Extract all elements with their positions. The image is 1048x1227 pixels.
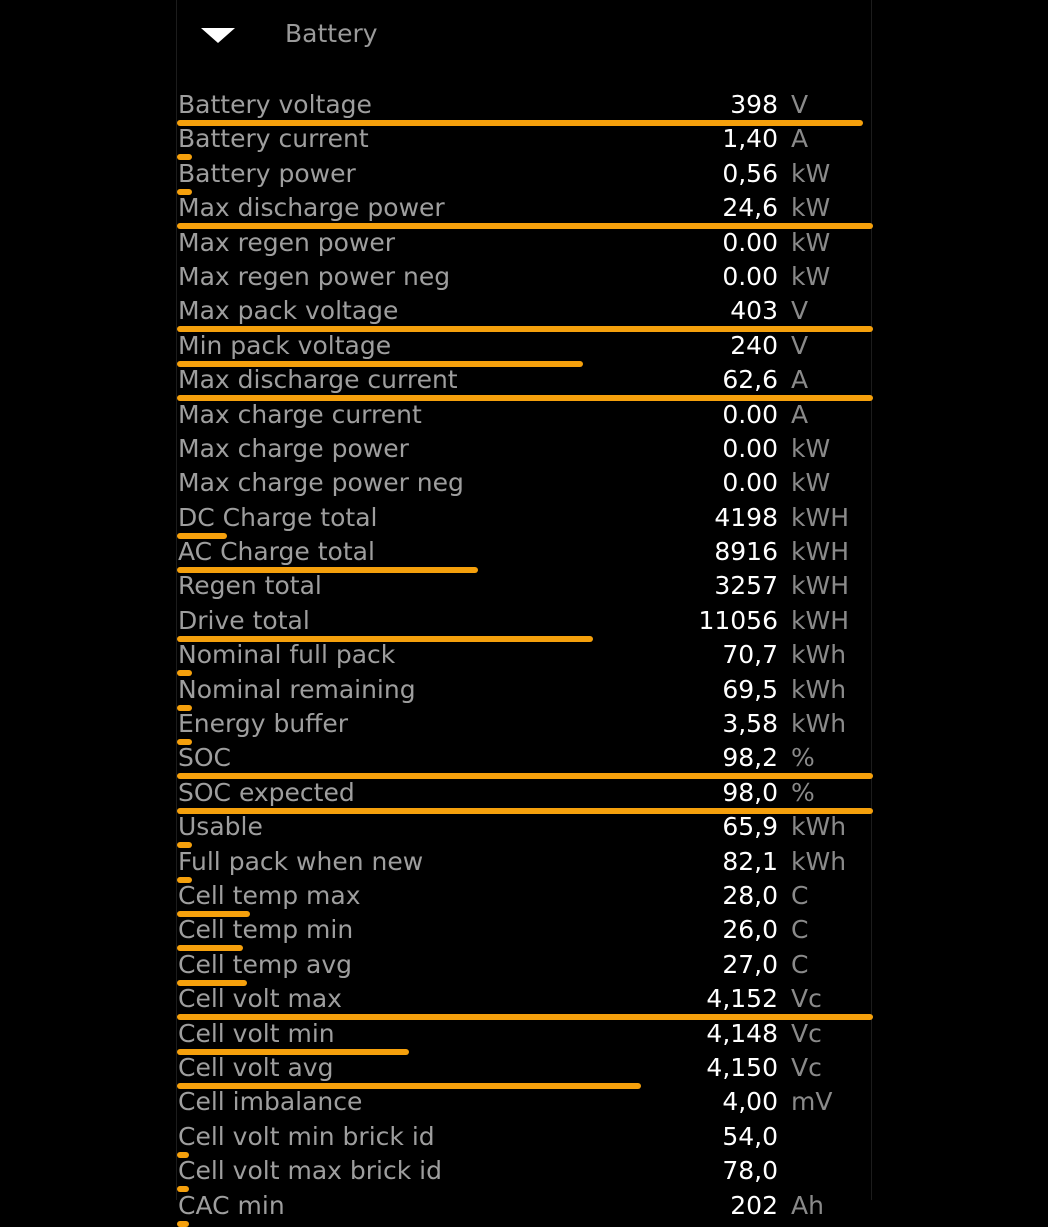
metric-row: [177, 913, 871, 947]
metric-unit: C: [791, 915, 809, 945]
metric-row: [177, 1051, 871, 1085]
metric-label: CAC min: [178, 1190, 285, 1220]
metric-label: SOC expected: [178, 777, 355, 807]
metric-unit: C: [791, 949, 809, 979]
metric-unit: C: [791, 880, 809, 910]
metric-unit: Vc: [791, 1052, 822, 1082]
metric-value: 0,56: [722, 158, 778, 188]
metric-label: Cell volt max: [178, 984, 342, 1014]
metric-label: Energy buffer: [178, 709, 349, 739]
metric-label: Full pack when new: [178, 846, 424, 876]
metric-label: Battery power: [178, 158, 356, 188]
metric-unit: V: [791, 90, 809, 119]
metric-unit: kW: [791, 158, 831, 188]
metric-unit: kWH: [791, 502, 849, 532]
metric-value: 0.00: [722, 468, 778, 498]
metric-label: Cell volt max brick id: [178, 1156, 442, 1186]
metric-unit: Vc: [791, 984, 822, 1014]
metric-value: 3257: [714, 571, 778, 601]
metric-row: [177, 466, 871, 500]
metric-label: Regen total: [178, 571, 322, 601]
metric-value: 240: [730, 330, 778, 360]
metric-level-bar: [177, 1221, 189, 1227]
metric-label: AC Charge total: [178, 537, 375, 567]
metric-label: Battery current: [178, 124, 369, 154]
metric-unit: mV: [791, 1087, 833, 1117]
metric-row: [177, 982, 871, 1016]
metric-value: 26,0: [722, 915, 778, 945]
metric-label: Nominal full pack: [178, 640, 396, 670]
metric-unit: Vc: [791, 1018, 822, 1048]
metric-unit: %: [791, 777, 815, 807]
metric-row: [177, 845, 871, 879]
metric-unit: kW: [791, 468, 831, 498]
metric-value: 398: [730, 90, 778, 119]
metric-row: [177, 810, 871, 844]
metric-row: [177, 1017, 871, 1051]
metric-unit: kW: [791, 261, 831, 291]
metric-value: 202: [730, 1190, 778, 1220]
metric-row: [177, 294, 871, 328]
metric-unit: kW: [791, 227, 831, 257]
metric-unit: kWH: [791, 571, 849, 601]
metric-value: 70,7: [722, 640, 778, 670]
metric-row: [177, 191, 871, 225]
metric-unit: kWh: [791, 640, 847, 670]
metric-row: [177, 673, 871, 707]
section-title: Battery: [285, 19, 378, 48]
metric-unit: kWh: [791, 709, 847, 739]
metric-unit: Ah: [791, 1190, 824, 1220]
metric-value: 28,0: [722, 880, 778, 910]
metric-unit: kWh: [791, 846, 847, 876]
metric-value: 0.00: [722, 433, 778, 463]
battery-panel: [176, 0, 872, 1220]
metric-row: [177, 501, 871, 535]
metric-label: DC Charge total: [178, 502, 378, 532]
metric-label: Usable: [178, 812, 263, 842]
metric-label: SOC: [178, 743, 232, 773]
metric-row: [177, 776, 871, 810]
metric-unit: A: [791, 399, 809, 429]
metric-row: [177, 1154, 871, 1188]
metric-value: 98,2: [722, 743, 778, 773]
metric-label: Cell volt min: [178, 1018, 335, 1048]
metric-label: Max discharge current: [178, 365, 458, 395]
metric-value: 4,152: [706, 984, 778, 1014]
metric-value: 69,5: [722, 674, 778, 704]
metric-label: Cell temp min: [178, 915, 354, 945]
metric-label: Max discharge power: [178, 193, 445, 223]
metric-label: Cell imbalance: [178, 1087, 363, 1117]
metric-row: [177, 157, 871, 191]
metric-label: Drive total: [178, 605, 310, 635]
metric-value: 0.00: [722, 399, 778, 429]
metric-label: Nominal remaining: [178, 674, 416, 704]
metric-label: Battery voltage: [178, 90, 372, 119]
metric-value: 24,6: [722, 193, 778, 223]
metric-value: 0.00: [722, 261, 778, 291]
section-header[interactable]: [177, 0, 871, 68]
metric-label: Max pack voltage: [178, 296, 399, 326]
metric-value: 4198: [714, 502, 778, 532]
metric-row: [177, 535, 871, 569]
metric-value: 11056: [698, 605, 778, 635]
metric-unit: A: [791, 365, 809, 395]
metric-value: 4,00: [722, 1087, 778, 1117]
metric-row: [177, 398, 871, 432]
chevron-down-icon[interactable]: [201, 28, 235, 43]
metric-row: [177, 879, 871, 913]
metric-value: 82,1: [722, 846, 778, 876]
metric-value: 54,0: [722, 1121, 778, 1151]
metric-value: 78,0: [722, 1156, 778, 1186]
metric-label: Cell temp avg: [178, 949, 353, 979]
metric-row: [177, 226, 871, 260]
metric-label: Cell volt min brick id: [178, 1121, 435, 1151]
metric-value: 65,9: [722, 812, 778, 842]
metric-unit: kW: [791, 193, 831, 223]
metric-value: 0.00: [722, 227, 778, 257]
metric-value: 8916: [714, 537, 778, 567]
metric-label: Max charge power neg: [178, 468, 464, 498]
metric-value: 62,6: [722, 365, 778, 395]
metric-value: 4,150: [706, 1052, 778, 1082]
metric-unit: kWh: [791, 674, 847, 704]
metric-unit: kWh: [791, 812, 847, 842]
metric-unit: A: [791, 124, 809, 154]
metric-row: [177, 741, 871, 775]
metric-row: [177, 260, 871, 294]
metric-label: Max charge power: [178, 433, 409, 463]
metric-value: 4,148: [706, 1018, 778, 1048]
metric-label: Min pack voltage: [178, 330, 392, 360]
metric-label: Max regen power neg: [178, 261, 451, 291]
metric-row: [177, 569, 871, 603]
metric-row: [177, 948, 871, 982]
metric-value: 403: [730, 296, 778, 326]
metric-unit: V: [791, 330, 809, 360]
metric-unit: kWH: [791, 537, 849, 567]
metric-label: Cell volt avg: [178, 1052, 334, 1082]
metric-row: [177, 1189, 871, 1223]
metric-unit: kWH: [791, 605, 849, 635]
metric-label: Cell temp max: [178, 880, 361, 910]
metrics-list: [177, 88, 871, 1223]
metric-unit: kW: [791, 433, 831, 463]
metric-row: [177, 604, 871, 638]
metric-value: 27,0: [722, 949, 778, 979]
metric-row: [177, 638, 871, 672]
metric-unit: V: [791, 296, 809, 326]
metric-label: Max regen power: [178, 227, 396, 257]
metric-row: [177, 1085, 871, 1119]
metric-row: [177, 329, 871, 363]
metric-row: [177, 1120, 871, 1154]
metric-row: [177, 707, 871, 741]
metric-value: 3,58: [722, 709, 778, 739]
metric-value: 98,0: [722, 777, 778, 807]
metric-row: [177, 88, 871, 122]
metric-row: [177, 363, 871, 397]
metric-value: 1,40: [722, 124, 778, 154]
metric-row: [177, 122, 871, 156]
metric-unit: %: [791, 743, 815, 773]
metric-row: [177, 432, 871, 466]
metric-label: Max charge current: [178, 399, 422, 429]
